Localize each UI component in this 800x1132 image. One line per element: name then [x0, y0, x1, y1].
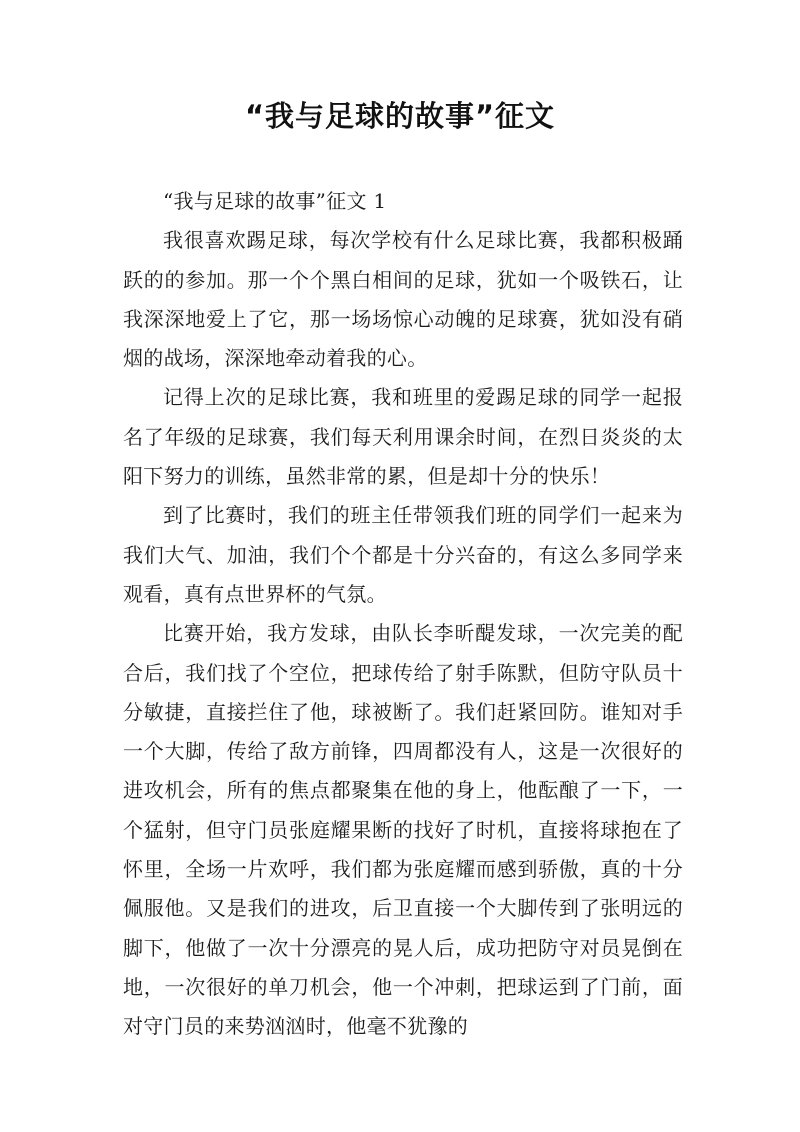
essay-subheading: “我与足球的故事”征文 1 [163, 189, 387, 213]
paragraph-3: 到了比赛时，我们的班主任带领我们班的同学们一起来为我们大气、加油，我们个个都是十分兴奋的，有这么多同学来观看，真有点世界杯的气氛。 [123, 503, 683, 606]
paragraph-1: 我很喜欢踢足球，每次学校有什么足球比赛，我都积极踊跃的的参加。那一个个黑白相间的足球，犹如一个吸铁石，让我深深地爱上了它，那一场场惊心动魄的足球赛，犹如没有硝烟的战场，深深地牵动着我的心。 [123, 228, 683, 371]
paragraph-4: 比赛开始，我方发球，由队长李昕醍发球，一次完美的配合后，我们找了个空位，把球传给了射手陈默，但防守队员十分敏捷，直接拦住了他，球被断了。我们赶紧回防。谁知对手一个大脚，传给了敌方前锋，四周都没有人，这是一次很好的进攻机会，所有的焦点都聚集在他的身上，他酝酿了一下，一个猛射，但守门员张庭耀果断的找好了时机，直接将球抱在了怀里，全场一片欢呼，我们都为张庭耀而感到骄傲，真的十分佩服他。又是我们的进攻，后卫直接一个大脚传到了张明远的脚下，他做了一次十分漂亮的晃人后，成功把防守对员晃倒在地，一次很好的单刀机会，他一个冲刺，把球运到了门前，面对守门员的来势汹汹时，他毫不犹豫的 [123, 621, 683, 1039]
paragraph-2: 记得上次的足球比赛，我和班里的爱踢足球的同学一起报名了年级的足球赛，我们每天利用课余时间，在烈日炎炎的太阳下努力的训练，虽然非常的累，但是却十分的快乐！ [123, 385, 683, 489]
document-body [123, 182, 683, 1047]
document-title: “我与足球的故事”征文 [244, 99, 556, 133]
